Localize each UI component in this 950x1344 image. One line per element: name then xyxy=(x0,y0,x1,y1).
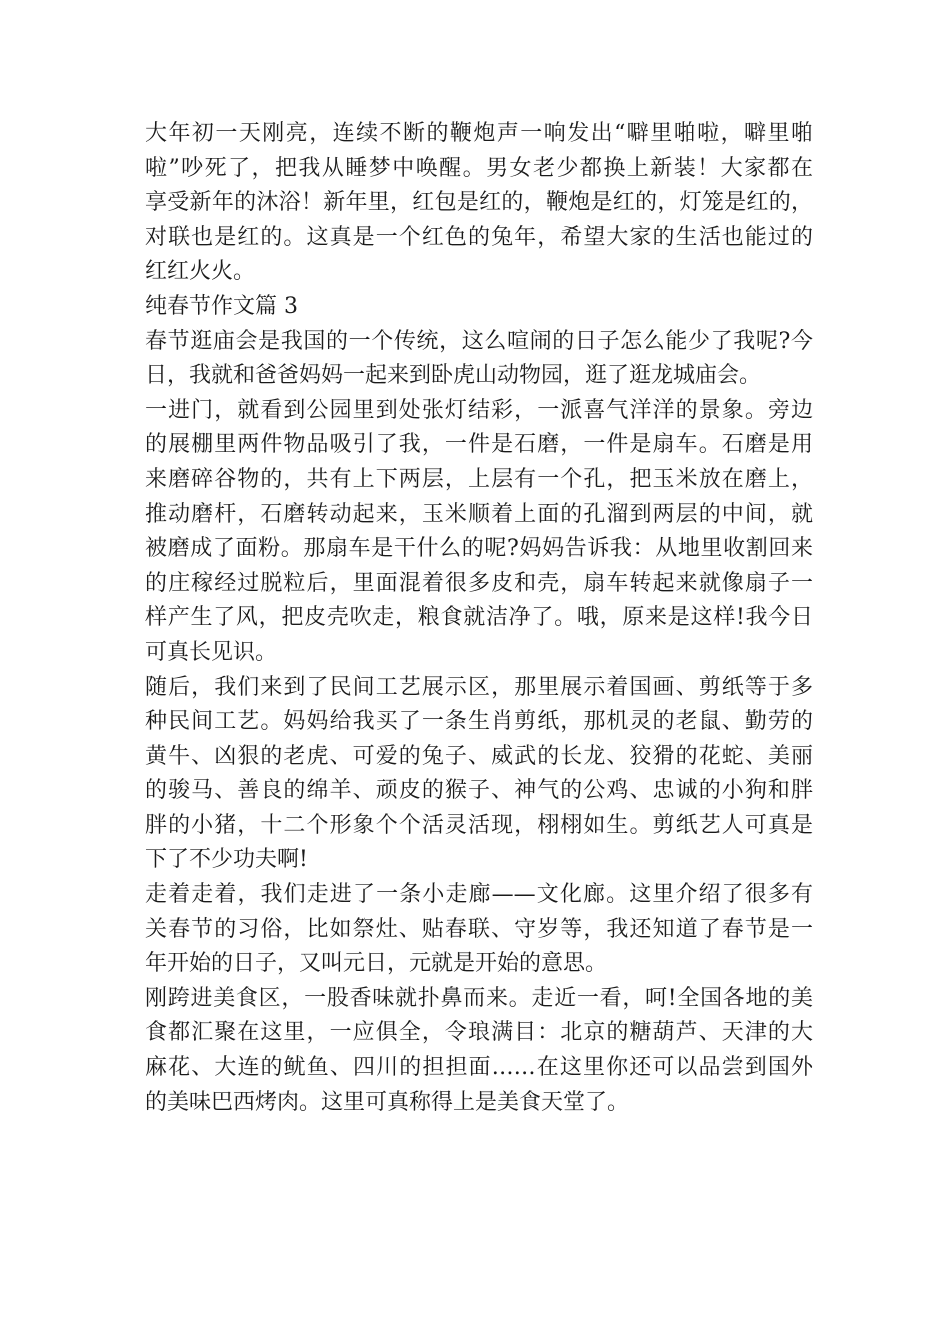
text-line: 种民间工艺。妈妈给我买了一条生肖剪纸，那机灵的老鼠、勤劳的 xyxy=(145,709,813,735)
text-line: 麻花、大连的鱿鱼、四川的担担面……在这里你还可以品尝到国外 xyxy=(145,1055,813,1081)
text-line: 年开始的日子，又叫元日，元就是开始的意思。 xyxy=(145,951,608,977)
document-body xyxy=(145,117,813,1120)
text-line: 红红火火。 xyxy=(145,259,256,285)
text-line: 的美味巴西烤肉。这里可真称得上是美食天堂了。 xyxy=(145,1089,630,1115)
text-line: 下了不少功夫啊! xyxy=(145,847,308,873)
text-line: 大年初一天刚亮，连续不断的鞭炮声一响发出“噼里啪啦，噼里啪 xyxy=(145,121,813,146)
text-line: 走着走着，我们走进了一条小走廊——文化廊。这里介绍了很多有 xyxy=(145,882,813,908)
text-line: 可真长见识。 xyxy=(145,639,278,665)
text-line: 被磨成了面粉。那扇车是干什么的呢?妈妈告诉我：从地里收割回来 xyxy=(145,536,813,562)
text-line: 对联也是红的。这真是一个红色的兔年，希望大家的生活也能过的 xyxy=(145,224,813,250)
text-line: 刚跨进美食区，一股香味就扑鼻而来。走近一看，呵!全国各地的美 xyxy=(145,985,813,1011)
text-line: 黄牛、凶狠的老虎、可爱的兔子、威武的长龙、狡猾的花蛇、美丽 xyxy=(145,743,813,769)
text-line: 的展棚里两件物品吸引了我，一件是石磨，一件是扇车。石磨是用 xyxy=(145,432,813,458)
text-line: 食都汇聚在这里，一应俱全，令琅满目：北京的糖葫芦、天津的大 xyxy=(145,1020,813,1046)
section-heading: 纯春节作文篇 3 xyxy=(145,293,298,319)
text-line: 关春节的习俗，比如祭灶、贴春联、守岁等，我还知道了春节是一 xyxy=(145,916,813,942)
text-line: 样产生了风，把皮壳吹走，粮食就洁净了。哦，原来是这样!我今日 xyxy=(145,605,813,631)
text-line: 的庄稼经过脱粒后，里面混着很多皮和壳，扇车转起来就像扇子一 xyxy=(145,570,813,596)
text-line: 随后，我们来到了民间工艺展示区，那里展示着国画、剪纸等于多 xyxy=(145,674,813,700)
text-line: 推动磨杆，石磨转动起来，玉米顺着上面的孔溜到两层的中间，就 xyxy=(145,501,813,527)
text-line: 日，我就和爸爸妈妈一起来到卧虎山动物园，逛了逛龙城庙会。 xyxy=(145,363,762,389)
text-line: 来磨碎谷物的，共有上下两层，上层有一个孔，把玉米放在磨上， xyxy=(145,466,813,492)
text-line: 啦”吵死了，把我从睡梦中唤醒。男女老少都换上新装！大家都在 xyxy=(145,155,813,181)
text-line: 一进门，就看到公园里到处张灯结彩，一派喜气洋洋的景象。旁边 xyxy=(145,397,813,423)
text-line: 的骏马、善良的绵羊、顽皮的猴子、神气的公鸡、忠诚的小狗和胖 xyxy=(145,778,813,804)
text-line: 春节逛庙会是我国的一个传统，这么喧闹的日子怎么能少了我呢?今 xyxy=(145,328,813,354)
text-line: 享受新年的沐浴！新年里，红包是红的，鞭炮是红的，灯笼是红的， xyxy=(145,190,813,216)
text-line: 胖的小猪，十二个形象个个活灵活现，栩栩如生。剪纸艺人可真是 xyxy=(145,812,813,838)
